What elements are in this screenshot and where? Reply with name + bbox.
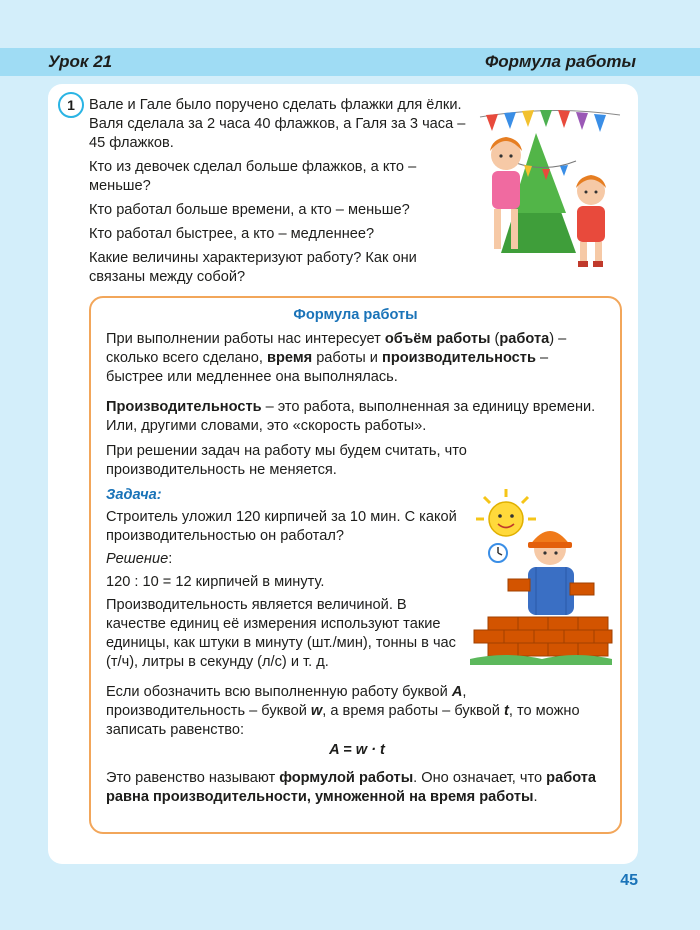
text-span: . (533, 789, 538, 805)
variable-w: w (310, 703, 323, 719)
task-question: Кто работал быстрее, а кто – медленнее? (89, 226, 375, 242)
formula-frame-title: Формула работы (293, 307, 418, 323)
task-question: Кто из девочек сделал больше флажков, а кто – меньше? (89, 159, 417, 194)
text-span: работы и (312, 350, 383, 366)
text-span: При выполнении работы нас интересует (106, 331, 385, 347)
solution-calculation: 120 : 10 = 12 кирпичей в минуту. (106, 574, 325, 590)
work-formula: A = w · t (329, 742, 385, 758)
lesson-title: Формула работы (485, 52, 636, 71)
problem-label: Задача: (106, 487, 162, 503)
text-span: Если обозначить всю выполненную работу буквой (106, 684, 452, 700)
term-productivity: Производительность (106, 399, 262, 415)
formula-meaning-paragraph (106, 769, 608, 807)
text-span: – это работа, выполненная за единицу времени. Или, другими словами, это «скорость работы». (106, 399, 596, 434)
text-span: – быстрее или медленнее она выполнялась. (106, 350, 549, 385)
text-span: , производительность – буквой (106, 684, 467, 719)
text-span: Это равенство называют (106, 770, 280, 786)
variable-a: A (451, 684, 463, 700)
text-span: ( (490, 331, 500, 347)
term-productivity: производительность (382, 350, 536, 366)
text-span: , а время работы – буквой (322, 703, 504, 719)
term-work: работа (499, 331, 550, 347)
productivity-definition (106, 398, 608, 436)
term-work-volume: объём работы (384, 331, 491, 347)
task-1-text (89, 96, 467, 292)
task-paragraph: Вале и Гале было поручено сделать флажки для ёлки. Валя сделала за 2 часа 40 флажков, а Галя за 3 часа – 45 флажков. (89, 97, 466, 151)
formula-statement: работа равна производительности, умноженной на время работы (106, 770, 597, 805)
text-span: ) – сколько всего сделано, (106, 331, 567, 366)
text-span: . Оно означает, что (413, 770, 547, 786)
text-span: , то можно записать равенство: (106, 703, 580, 738)
text-span: : (168, 551, 173, 567)
units-paragraph: Производительность является величиной. В качестве единиц её измерения используют такие единицы, как штуки в минуту (шт./мин), тонны в час (т/ч), литры в секунду (л/с) и т. д. (106, 597, 456, 670)
definition-paragraph (106, 330, 608, 387)
assumption-paragraph: При решении задач на работу мы будем считать, что производительность не меняется. (106, 443, 467, 478)
notation-paragraph (106, 683, 608, 740)
task-question: Кто работал больше времени, а кто – меньше? (89, 202, 410, 218)
builder-with-bricks-illustration (466, 487, 616, 665)
lesson-number: Урок 21 (48, 52, 113, 71)
task-number-badge: 1 (58, 92, 84, 118)
problem-text: Строитель уложил 120 кирпичей за 10 мин. С какой производительностью он работал? (106, 509, 457, 544)
page-number: 45 (620, 872, 638, 889)
solution-label: Решение (106, 551, 169, 567)
girls-with-flags-illustration (476, 103, 624, 271)
term-time: время (267, 350, 313, 366)
solution-label-line (106, 550, 458, 569)
task-question: Какие величины характеризуют работу? Как они связаны между собой? (89, 250, 417, 285)
term-formula: формулой работы (279, 770, 414, 786)
variable-t: t (503, 703, 509, 719)
